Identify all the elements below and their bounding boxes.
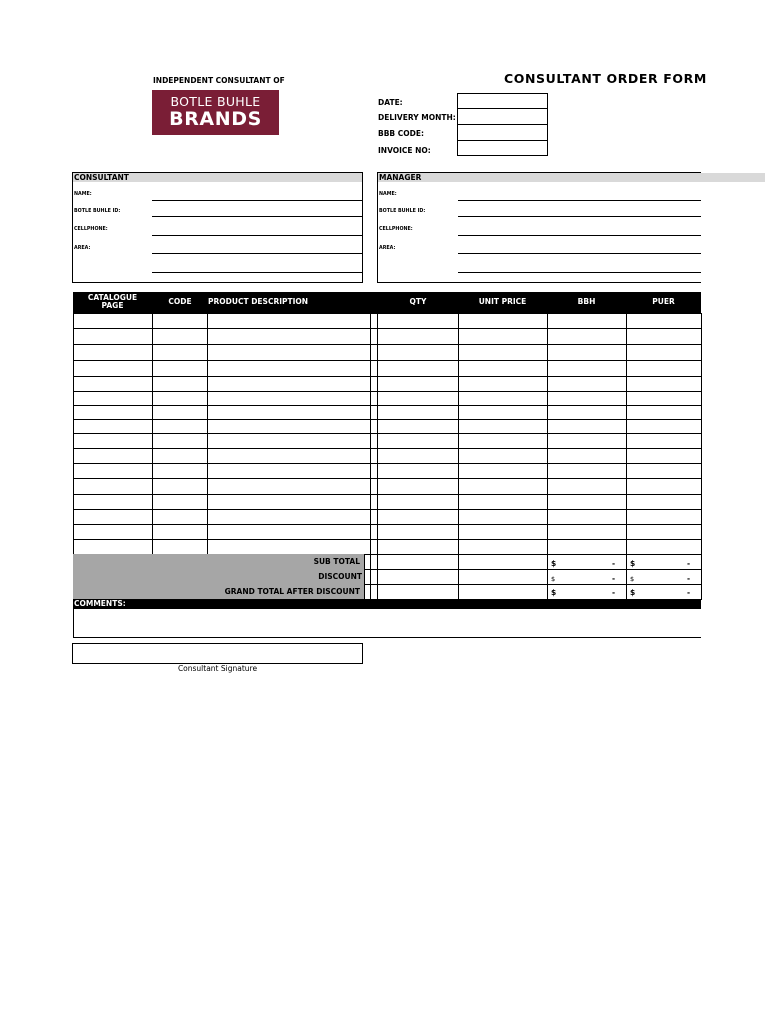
order-cell-puer[interactable] — [626, 448, 702, 464]
manager-id-field[interactable] — [458, 216, 701, 217]
order-cell-puer[interactable] — [626, 419, 702, 434]
order-cell-unit-price[interactable] — [458, 478, 548, 495]
order-cell-qty[interactable] — [377, 313, 459, 329]
order-cell-spacer[interactable] — [370, 524, 378, 540]
delivery-month-label: DELIVERY MONTH: — [378, 113, 456, 122]
total-cell-spacer-a — [364, 569, 371, 585]
order-cell-product-description[interactable] — [207, 478, 371, 495]
bbh-subtotal-value: - — [612, 559, 616, 568]
consultant-name-label: NAME: — [74, 192, 92, 197]
order-cell-code[interactable] — [152, 478, 208, 495]
total-cell-qty — [377, 569, 459, 585]
catalogue-line-1: CATALOGUE — [87, 293, 138, 302]
column-unit-price: UNIT PRICE — [478, 297, 527, 306]
comments-field[interactable] — [74, 609, 701, 637]
order-cell-unit-price[interactable] — [458, 539, 548, 555]
order-cell-catalogue-page[interactable] — [73, 376, 153, 392]
order-cell-spacer[interactable] — [370, 478, 378, 495]
order-cell-product-description[interactable] — [207, 419, 371, 434]
column-qty: QTY — [409, 297, 427, 306]
consultant-id-label: BOTLE BUHLE ID: — [74, 209, 121, 214]
order-cell-code[interactable] — [152, 391, 208, 406]
order-cell-code[interactable] — [152, 405, 208, 420]
order-cell-bbh[interactable] — [547, 419, 627, 434]
order-cell-spacer[interactable] — [370, 494, 378, 510]
order-cell-product-description[interactable] — [207, 539, 371, 555]
order-cell-bbh[interactable] — [547, 405, 627, 420]
manager-extra-field[interactable] — [458, 272, 701, 273]
order-cell-qty[interactable] — [377, 494, 459, 510]
order-cell-bbh[interactable] — [547, 509, 627, 525]
order-cell-qty[interactable] — [377, 419, 459, 434]
column-puer: PUER — [652, 297, 675, 306]
order-cell-unit-price[interactable] — [458, 376, 548, 392]
order-cell-qty[interactable] — [377, 463, 459, 479]
order-cell-unit-price[interactable] — [458, 328, 548, 345]
order-cell-code[interactable] — [152, 360, 208, 377]
consultant-area-label: AREA: — [74, 246, 91, 251]
order-cell-bbh[interactable] — [547, 360, 627, 377]
consultant-heading: CONSULTANT — [73, 173, 362, 182]
order-cell-bbh[interactable] — [547, 463, 627, 479]
order-cell-spacer[interactable] — [370, 539, 378, 555]
order-cell-unit-price[interactable] — [458, 463, 548, 479]
order-cell-catalogue-page[interactable] — [73, 524, 153, 540]
puer-grand-total-value: - — [687, 588, 691, 597]
order-cell-catalogue-page[interactable] — [73, 313, 153, 329]
delivery-month-field[interactable] — [457, 108, 548, 125]
order-cell-qty[interactable] — [377, 360, 459, 377]
bbh-grand-total-value: - — [612, 588, 616, 597]
puer-subtotal-currency: $ — [630, 559, 636, 568]
total-cell-spacer-b — [370, 584, 378, 600]
order-cell-product-description[interactable] — [207, 405, 371, 420]
order-cell-catalogue-page[interactable] — [73, 344, 153, 361]
order-cell-code[interactable] — [152, 419, 208, 434]
order-cell-puer[interactable] — [626, 478, 702, 495]
order-cell-catalogue-page[interactable] — [73, 328, 153, 345]
total-cell-puer — [626, 554, 702, 570]
consultant-signature-field[interactable] — [72, 643, 363, 664]
order-cell-product-description[interactable] — [207, 524, 371, 540]
order-cell-code[interactable] — [152, 344, 208, 361]
order-cell-product-description[interactable] — [207, 376, 371, 392]
total-cell-unit-price — [458, 554, 548, 570]
consultant-cellphone-label: CELLPHONE: — [74, 227, 108, 232]
column-bbh: BBH — [577, 297, 596, 306]
manager-cellphone-label: CELLPHONE: — [379, 227, 413, 232]
manager-area-field[interactable] — [458, 253, 701, 254]
order-cell-puer[interactable] — [626, 328, 702, 345]
manager-id-label: BOTLE BUHLE ID: — [379, 209, 426, 214]
order-cell-qty[interactable] — [377, 539, 459, 555]
order-cell-puer[interactable] — [626, 524, 702, 540]
order-cell-spacer[interactable] — [370, 313, 378, 329]
order-cell-qty[interactable] — [377, 344, 459, 361]
order-cell-qty[interactable] — [377, 509, 459, 525]
order-cell-spacer[interactable] — [370, 376, 378, 392]
discount-label: DISCOUNT — [318, 572, 362, 581]
page-title: CONSULTANT ORDER FORM — [504, 71, 707, 86]
order-cell-spacer[interactable] — [370, 463, 378, 479]
order-cell-product-description[interactable] — [207, 448, 371, 464]
order-cell-spacer[interactable] — [370, 344, 378, 361]
order-cell-code[interactable] — [152, 524, 208, 540]
order-cell-puer[interactable] — [626, 344, 702, 361]
order-cell-bbh[interactable] — [547, 539, 627, 555]
order-cell-code[interactable] — [152, 328, 208, 345]
order-cell-catalogue-page[interactable] — [73, 509, 153, 525]
manager-cellphone-field[interactable] — [458, 235, 701, 236]
column-catalogue-page — [73, 294, 152, 310]
order-cell-qty[interactable] — [377, 478, 459, 495]
order-cell-bbh[interactable] — [547, 328, 627, 345]
order-cell-unit-price[interactable] — [458, 433, 548, 449]
order-cell-catalogue-page[interactable] — [73, 433, 153, 449]
comments-heading: COMMENTS: — [73, 599, 701, 609]
order-cell-unit-price[interactable] — [458, 509, 548, 525]
order-cell-unit-price[interactable] — [458, 344, 548, 361]
order-cell-catalogue-page[interactable] — [73, 419, 153, 434]
order-cell-puer[interactable] — [626, 463, 702, 479]
bbb-code-field[interactable] — [457, 124, 548, 141]
order-cell-spacer[interactable] — [370, 328, 378, 345]
botle-buhle-brands-logo — [152, 90, 279, 135]
order-cell-spacer[interactable] — [370, 360, 378, 377]
total-cell-spacer-b — [370, 554, 378, 570]
invoice-no-field[interactable] — [457, 140, 548, 156]
order-cell-catalogue-page[interactable] — [73, 478, 153, 495]
total-cell-qty — [377, 554, 459, 570]
order-cell-catalogue-page[interactable] — [73, 539, 153, 555]
order-cell-unit-price[interactable] — [458, 391, 548, 406]
manager-name-label: NAME: — [379, 192, 397, 197]
order-cell-bbh[interactable] — [547, 494, 627, 510]
order-cell-puer[interactable] — [626, 539, 702, 555]
order-cell-spacer[interactable] — [370, 405, 378, 420]
order-cell-spacer[interactable] — [370, 419, 378, 434]
order-cell-unit-price[interactable] — [458, 524, 548, 540]
bbh-subtotal-currency: $ — [551, 559, 557, 568]
order-table-header — [73, 292, 701, 313]
bbh-discount-value: - — [612, 574, 616, 583]
order-cell-puer[interactable] — [626, 494, 702, 510]
order-cell-code[interactable] — [152, 433, 208, 449]
order-cell-qty[interactable] — [377, 524, 459, 540]
logo-line-1: BOTLE BUHLE — [170, 94, 261, 109]
order-cell-qty[interactable] — [377, 328, 459, 345]
date-field[interactable] — [457, 93, 548, 109]
grand-total-label: GRAND TOTAL AFTER DISCOUNT — [224, 587, 360, 596]
independent-consultant-label: INDEPENDENT CONSULTANT OF — [153, 76, 285, 85]
order-cell-catalogue-page[interactable] — [73, 448, 153, 464]
manager-area-label: AREA: — [379, 246, 396, 251]
order-cell-code[interactable] — [152, 448, 208, 464]
column-code: CODE — [168, 297, 192, 306]
order-cell-bbh[interactable] — [547, 433, 627, 449]
order-cell-catalogue-page[interactable] — [73, 405, 153, 420]
bbb-code-label: BBB CODE: — [378, 129, 424, 138]
order-cell-product-description[interactable] — [207, 313, 371, 329]
order-cell-product-description[interactable] — [207, 328, 371, 345]
order-cell-unit-price[interactable] — [458, 313, 548, 329]
order-cell-spacer[interactable] — [370, 433, 378, 449]
total-cell-unit-price — [458, 569, 548, 585]
order-cell-qty[interactable] — [377, 376, 459, 392]
order-cell-bbh[interactable] — [547, 313, 627, 329]
total-cell-puer — [626, 584, 702, 600]
order-cell-qty[interactable] — [377, 405, 459, 420]
order-cell-bbh[interactable] — [547, 391, 627, 406]
consultant-panel — [72, 172, 363, 283]
consultant-area-field[interactable] — [152, 253, 362, 254]
consultant-signature-label: Consultant Signature — [177, 664, 258, 673]
order-cell-code[interactable] — [152, 539, 208, 555]
consultant-extra-field[interactable] — [152, 272, 362, 273]
column-product-description: PRODUCT DESCRIPTION — [208, 297, 309, 306]
order-cell-code[interactable] — [152, 313, 208, 329]
order-cell-code[interactable] — [152, 463, 208, 479]
order-cell-unit-price[interactable] — [458, 405, 548, 420]
order-cell-code[interactable] — [152, 494, 208, 510]
date-label: DATE: — [378, 98, 403, 107]
bbh-grand-total-currency: $ — [551, 588, 557, 597]
order-cell-qty[interactable] — [377, 391, 459, 406]
order-cell-puer[interactable] — [626, 509, 702, 525]
consultant-id-field[interactable] — [152, 216, 362, 217]
order-cell-bbh[interactable] — [547, 448, 627, 464]
order-cell-spacer[interactable] — [370, 448, 378, 464]
order-cell-product-description[interactable] — [207, 391, 371, 406]
puer-discount-value: - — [687, 574, 691, 583]
order-cell-unit-price[interactable] — [458, 360, 548, 377]
order-cell-product-description[interactable] — [207, 509, 371, 525]
order-cell-product-description[interactable] — [207, 463, 371, 479]
manager-panel-left-border — [377, 172, 378, 283]
puer-grand-total-currency: $ — [630, 588, 636, 597]
order-cell-puer[interactable] — [626, 313, 702, 329]
catalogue-line-2: PAGE — [101, 301, 124, 310]
bbh-discount-currency: $ — [551, 575, 556, 583]
total-cell-unit-price — [458, 584, 548, 600]
logo-line-2: BRANDS — [169, 107, 262, 130]
order-cell-catalogue-page[interactable] — [73, 494, 153, 510]
total-cell-spacer-b — [370, 569, 378, 585]
manager-heading: MANAGER — [378, 173, 765, 182]
order-cell-bbh[interactable] — [547, 376, 627, 392]
order-cell-puer[interactable] — [626, 433, 702, 449]
order-cell-product-description[interactable] — [207, 344, 371, 361]
consultant-name-field[interactable] — [152, 200, 362, 201]
puer-subtotal-value: - — [687, 559, 691, 568]
order-cell-spacer[interactable] — [370, 391, 378, 406]
order-cell-catalogue-page[interactable] — [73, 360, 153, 377]
consultant-cellphone-field[interactable] — [152, 235, 362, 236]
total-cell-puer — [626, 569, 702, 585]
order-cell-catalogue-page[interactable] — [73, 391, 153, 406]
comments-bottom-border — [73, 637, 701, 638]
order-cell-qty[interactable] — [377, 433, 459, 449]
order-cell-code[interactable] — [152, 509, 208, 525]
order-cell-puer[interactable] — [626, 376, 702, 392]
order-cell-code[interactable] — [152, 376, 208, 392]
order-cell-qty[interactable] — [377, 448, 459, 464]
order-cell-unit-price[interactable] — [458, 448, 548, 464]
order-cell-product-description[interactable] — [207, 494, 371, 510]
order-cell-product-description[interactable] — [207, 360, 371, 377]
puer-discount-currency: $ — [630, 575, 635, 583]
manager-panel-bottom-border — [377, 282, 701, 283]
order-cell-puer[interactable] — [626, 360, 702, 377]
order-cell-catalogue-page[interactable] — [73, 463, 153, 479]
manager-name-field[interactable] — [458, 200, 701, 201]
order-cell-product-description[interactable] — [207, 433, 371, 449]
order-cell-unit-price[interactable] — [458, 494, 548, 510]
total-cell-spacer-a — [364, 584, 371, 600]
invoice-no-label: INVOICE NO: — [378, 146, 431, 155]
subtotal-label: SUB TOTAL — [313, 557, 360, 566]
order-cell-bbh[interactable] — [547, 478, 627, 495]
total-cell-qty — [377, 584, 459, 600]
order-cell-unit-price[interactable] — [458, 419, 548, 434]
order-cell-bbh[interactable] — [547, 344, 627, 361]
order-cell-spacer[interactable] — [370, 509, 378, 525]
order-cell-puer[interactable] — [626, 391, 702, 406]
order-cell-puer[interactable] — [626, 405, 702, 420]
order-cell-bbh[interactable] — [547, 524, 627, 540]
total-cell-spacer-a — [364, 554, 371, 570]
